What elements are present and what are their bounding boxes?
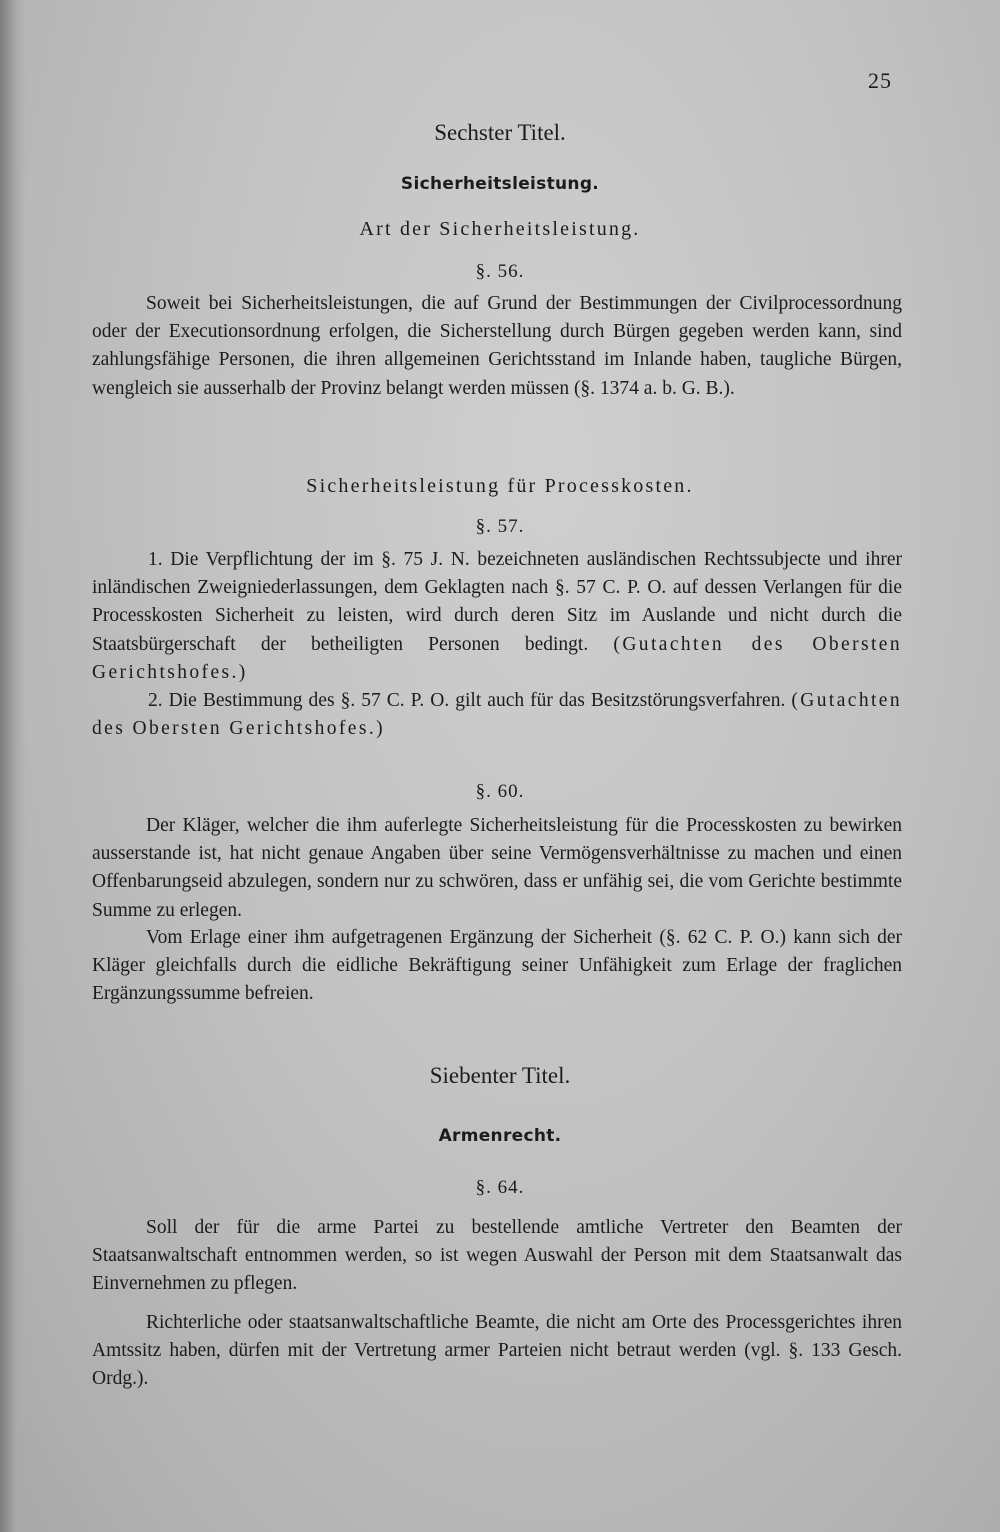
item-text: 1. Die Verpflichtung der im §. 75 J. N. bezeichneten ausländischen Rechtssubjecte und ihrer inländischen Zweigniederlassungen, dem Geklagten nach §. 57 C. P. O. auf dessen Verlangen für die Processkosten Sicherheit zu leisten, wird durch deren Sitz im Auslande und nicht durch die Staatsbürgerschaft der betheiligten Personen bedingt. bbox=[92, 549, 902, 655]
item-note: (Gutachten des Obersten Gerichtshofes.) bbox=[92, 690, 902, 740]
item-note: (Gutachten des Obersten Gerichtshofes.) bbox=[92, 633, 903, 683]
paragraph-text: Vom Erlage einer ihm aufgetragenen Ergänzung der Sicherheit (§. 62 C. P. O.) kann sich der Kläger gleichfalls durch die eidliche Bekräftigung seiner Unfähigkeit zum Erlage der fraglichen Ergänzungssumme befreien. bbox=[92, 927, 902, 1005]
title-heading: Siebenter Titel. bbox=[429, 1063, 571, 1088]
paragraph-text: Soweit bei Sicherheitsleistungen, die auf Grund der Bestimmungen der Civilprocessordnung oder der Executionsordnung erfolgen, die Sicherstellung durch Bürgen gegeben werden kann, sind zahlungsfähige Personen, die ihren allgemeinen Gerichtsstand im Inlande haben, taugliche Bürgen, wengleich sie ausserhalb der Provinz belangt werden müssen (§. 1374 a. b. G. B.). bbox=[92, 293, 902, 399]
paragraph-mark: §. 60. bbox=[475, 781, 525, 802]
paragraph-mark: §. 64. bbox=[475, 1177, 525, 1198]
section-heading: Sicherheitsleistung für Processkosten. bbox=[306, 475, 694, 497]
title-heading: Sechster Titel. bbox=[434, 120, 566, 145]
paragraph-text: Soll der für die arme Partei zu bestellende amtliche Vertreter den Beamten der Staatsanwaltschaft entnommen werden, so ist wegen Auswahl der Person mit dem Staatsanwalt das Einvernehmen zu pflegen. bbox=[92, 1217, 902, 1295]
paragraph-item-1 bbox=[92, 546, 902, 687]
paragraph-item-2 bbox=[92, 687, 902, 743]
title-subheading: Armenrecht. bbox=[438, 1126, 562, 1146]
section-heading: Art der Sicherheitsleistung. bbox=[359, 218, 641, 240]
paragraph-text: Richterliche oder staatsanwaltschaftliche Beamte, die nicht am Orte des Processgerichtes ihren Amtssitz haben, dürfen mit der Vertretung armer Parteien nicht betraut werden (vgl. §. 133 Gesch. Ordg.). bbox=[92, 1312, 902, 1390]
page-number: 25 bbox=[868, 68, 892, 93]
paragraph-mark: §. 57. bbox=[475, 516, 525, 537]
title-subheading: Sicherheitsleistung. bbox=[400, 174, 600, 194]
paragraph-text: Der Kläger, welcher die ihm auferlegte Sicherheitsleistung für die Processkosten zu bewirken ausserstande ist, hat nicht genaue Angaben über seine Vermögensverhältnisse zu machen und einen Offenbarungseid abzulegen, sondern nur zu schwören, dass er unfähig sei, die vom Gerichte bestimmte Summe zu erlegen. bbox=[92, 815, 902, 921]
paragraph-mark: §. 56. bbox=[475, 261, 525, 282]
item-text: 2. Die Bestimmung des §. 57 C. P. O. gilt auch für das Besitzstörungsverfahren. bbox=[148, 690, 786, 711]
